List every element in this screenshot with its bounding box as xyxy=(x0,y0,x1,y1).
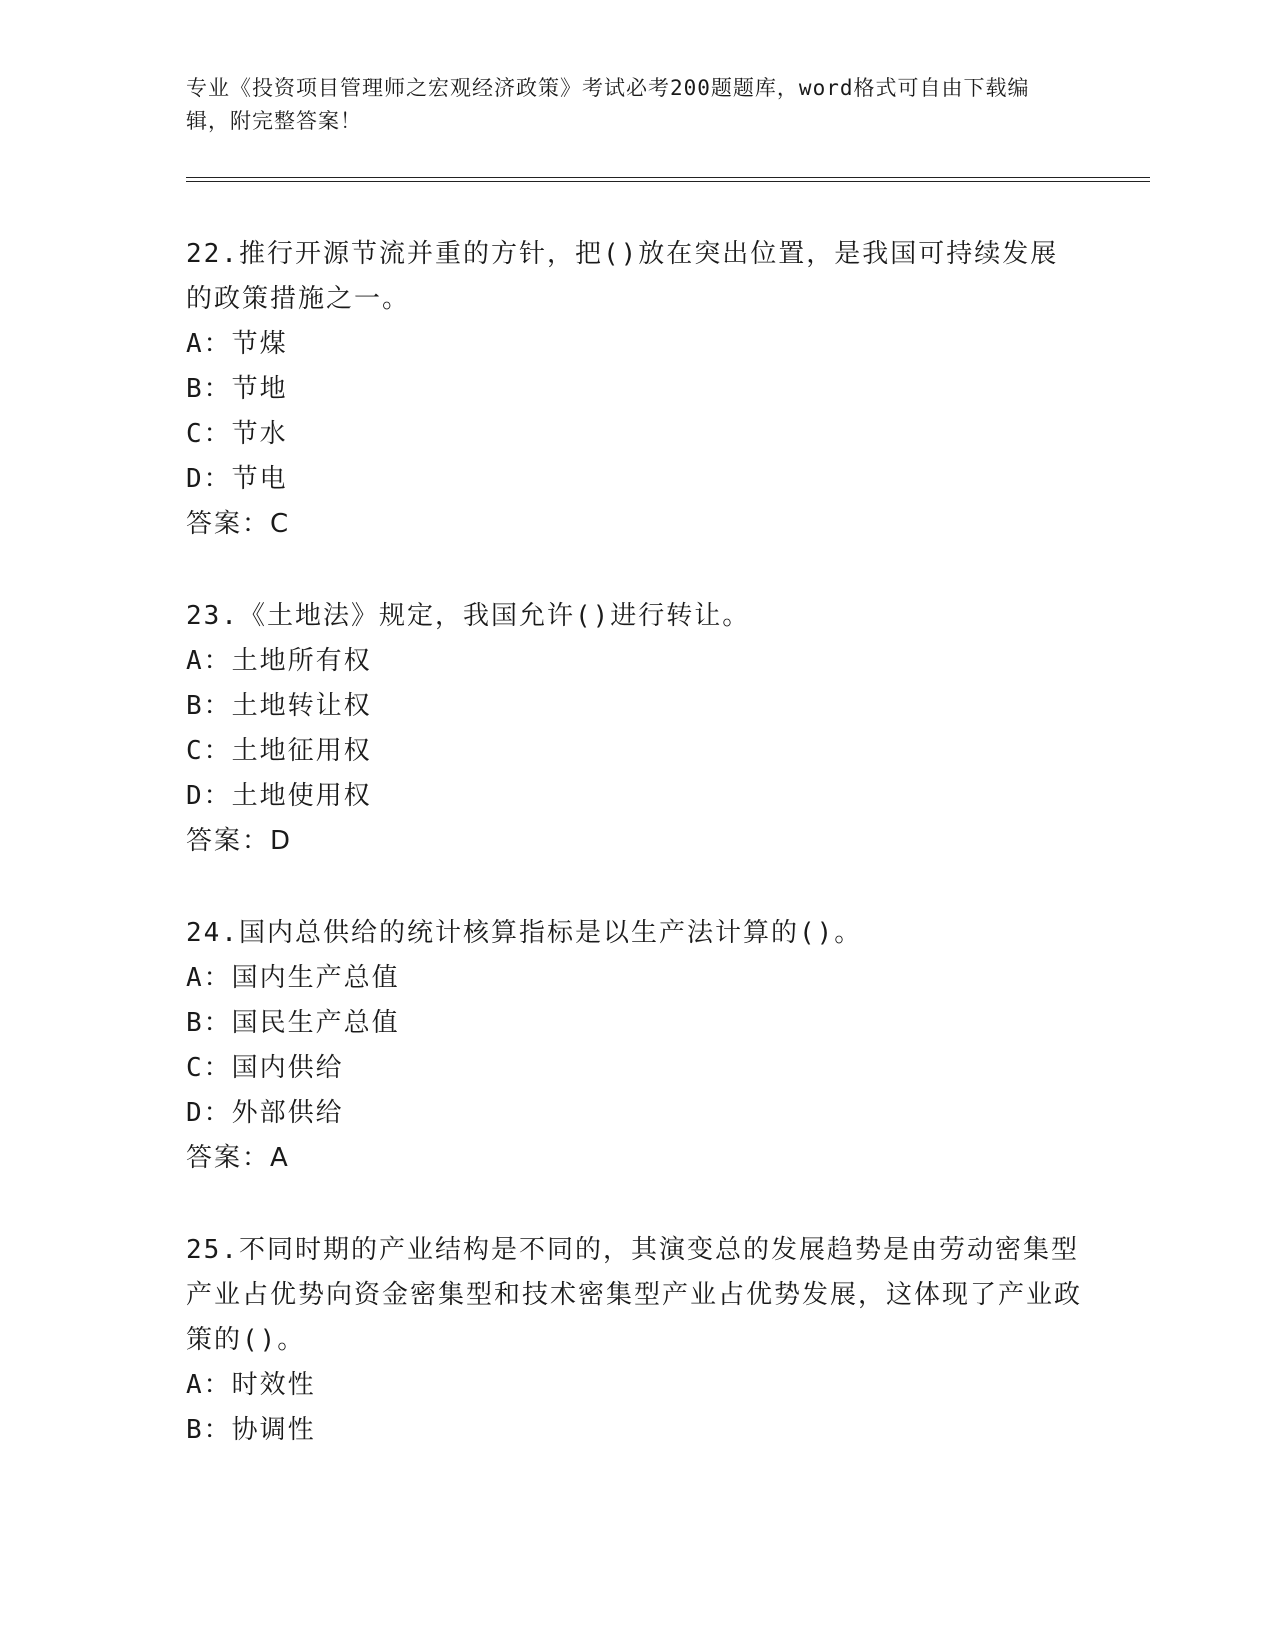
question-23 xyxy=(186,594,1086,864)
option-c: C：土地征用权 xyxy=(186,736,372,766)
question-text: 23.《土地法》规定，我国允许()进行转让。 xyxy=(186,601,751,631)
option-a: A：节煤 xyxy=(186,329,288,359)
question-text: 25.不同时期的产业结构是不同的，其演变总的发展趋势是由劳动密集型产业占优势向资金密集型和技术密集型产业占优势发展，这体现了产业政策的()。 xyxy=(186,1235,1083,1355)
option-d: D：节电 xyxy=(186,464,288,494)
option-a: A：时效性 xyxy=(186,1370,316,1400)
option-a: A：国内生产总值 xyxy=(186,963,400,993)
document-header: 专业《投资项目管理师之宏观经济政策》考试必考200题题库，word格式可自由下载编辑，附完整答案！ xyxy=(186,76,1030,133)
question-text: 22.推行开源节流并重的方针，把()放在突出位置，是我国可持续发展的政策措施之一。 xyxy=(186,239,1059,314)
option-b: B：节地 xyxy=(186,374,288,404)
option-c: C：节水 xyxy=(186,419,288,449)
option-d: D：外部供给 xyxy=(186,1098,344,1128)
option-b: B：协调性 xyxy=(186,1415,316,1445)
option-c: C：国内供给 xyxy=(186,1053,344,1083)
answer: 答案：C xyxy=(186,509,291,539)
question-text: 24.国内总供给的统计核算指标是以生产法计算的()。 xyxy=(186,918,863,948)
option-b: B：土地转让权 xyxy=(186,691,372,721)
option-b: B：国民生产总值 xyxy=(186,1008,400,1038)
answer: 答案：A xyxy=(186,1143,290,1173)
header-divider xyxy=(186,177,1150,182)
question-25 xyxy=(186,1228,1086,1453)
question-24 xyxy=(186,911,1086,1181)
question-22 xyxy=(186,232,1086,547)
option-a: A：土地所有权 xyxy=(186,646,372,676)
answer: 答案：D xyxy=(186,826,293,856)
question-list xyxy=(186,232,1086,1500)
option-d: D：土地使用权 xyxy=(186,781,372,811)
